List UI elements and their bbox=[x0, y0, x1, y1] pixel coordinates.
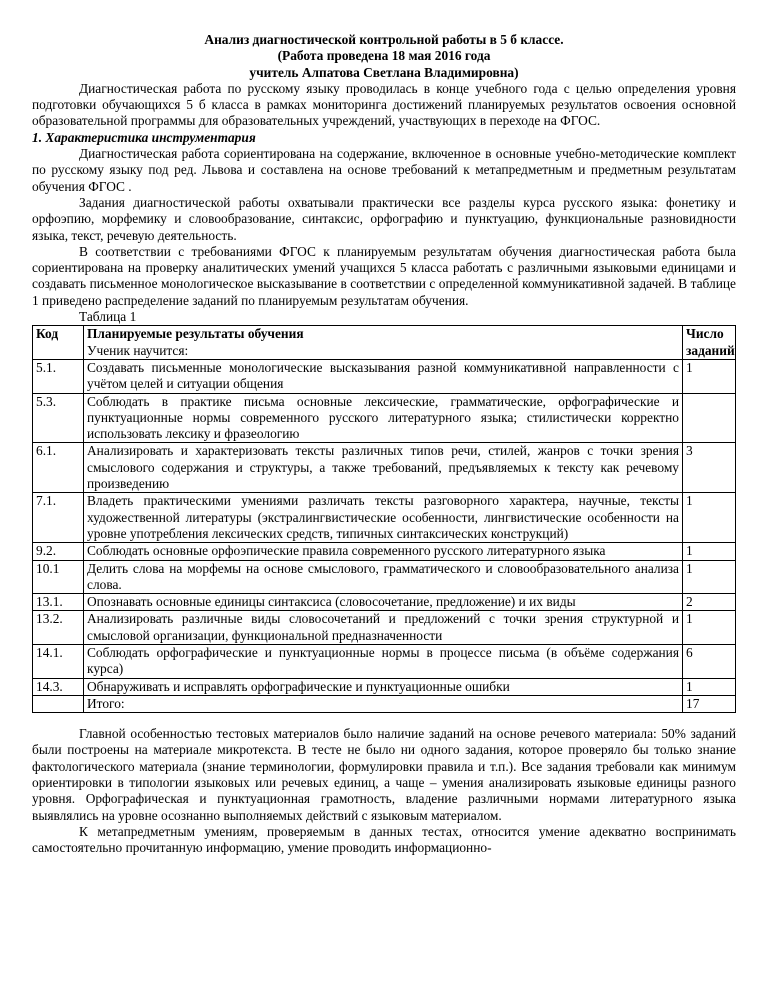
row-text: Соблюдать основные орфоэпические правила современного русского литературного языка bbox=[84, 543, 683, 560]
after-paragraph-2: К метапредметным умениям, проверяемым в данных тестах, относится умение адекватно воспринимать самостоятельно прочитанную информацию, умение проводить информационно- bbox=[32, 823, 736, 856]
row-text: Опознавать основные единицы синтаксиса (словосочетание, предложение) и их виды bbox=[84, 594, 683, 611]
row-code: 10.1 bbox=[33, 560, 84, 594]
row-text: Обнаруживать и исправлять орфографические и пунктуационные ошибки bbox=[84, 678, 683, 695]
section-1-paragraph-1: Диагностическая работа сориентирована на содержание, включенное в основные учебно-методические комплект по русскому языку под ред. Львова и составлена на основе требований к метапредметным и предметным результатам обучения ФГОС . bbox=[32, 146, 736, 194]
document-title-line-2: (Работа проведена 18 мая 2016 года bbox=[277, 48, 491, 64]
table-row bbox=[33, 359, 736, 393]
section-1-paragraph-2: Задания диагностической работы охватывали практически все разделы курса русского языка: фонетику и орфоэпию, морфемику и словообразование, синтаксис, орфографию и пунктуацию, функциональные разновидности языка, текст, речевую деятельность. bbox=[32, 194, 736, 243]
table-row bbox=[33, 560, 736, 594]
row-text: Соблюдать в практике письма основные лексические, грамматические, орфографические и пунктуационные нормы современного русского литературного языка; стилистически корректно использовать лексику и фразеологию bbox=[84, 393, 683, 443]
row-count: 1 bbox=[683, 359, 736, 393]
row-code: 14.1. bbox=[33, 644, 84, 678]
document-title-line-3: учитель Алпатова Светлана Владимировна) bbox=[249, 64, 519, 80]
total-count: 17 bbox=[683, 695, 736, 712]
total-code-cell bbox=[33, 695, 84, 712]
after-paragraph-1: Главной особенностью тестовых материалов было наличие заданий на основе речевого материала: 50% заданий были построены на материале микротекста. В тесте не было ни одного задания, которое проверяло бы только знание фактологического материала (знание терминологии, формулировки правила и т.п.). Все задания требовали как минимум ориентировки в типологии языковых или речевых единиц, а чаще – умения анализировать языковые единицы разного уровня. Орфографическая и пунктуационная грамотность, владение различными нормами литературного языка выявлялись на уровне осознанно выполняемых действий с языковым материалом. bbox=[32, 726, 736, 823]
row-text: Анализировать различные виды словосочетаний и предложений с точки зрения структурной и смысловой организации, функциональной предназначенности bbox=[84, 611, 683, 645]
row-count: 1 bbox=[683, 543, 736, 560]
total-label: Итого: bbox=[84, 695, 683, 712]
header-results bbox=[84, 326, 683, 360]
row-code: 14.3. bbox=[33, 678, 84, 695]
row-text: Делить слова на морфемы на основе смыслового, грамматического и словообразовательного анализа слова. bbox=[84, 560, 683, 594]
row-code: 9.2. bbox=[33, 543, 84, 560]
row-count: 2 bbox=[683, 594, 736, 611]
document-page bbox=[32, 32, 736, 857]
header-count: Число заданий bbox=[683, 326, 736, 360]
header-code: Код bbox=[33, 326, 84, 360]
header-results-sub: Ученик научится: bbox=[87, 342, 189, 358]
row-text: Создавать письменные монологические высказывания разной коммуникативной направленности с учётом целей и ситуации общения bbox=[84, 359, 683, 393]
row-count: 1 bbox=[683, 493, 736, 543]
table-total-row bbox=[33, 695, 736, 712]
intro-paragraph: Диагностическая работа по русскому языку проводилась в конце учебного года с целью определения уровня подготовки обучающихся 5 б класса в рамках мониторинга достижений планируемых результатов освоения основной образовательной программы для образовательных учреждений, участвующих в переходе на ФГОС. bbox=[32, 80, 736, 129]
table-row bbox=[33, 594, 736, 611]
row-count: 3 bbox=[683, 443, 736, 493]
table-row bbox=[33, 493, 736, 543]
table-row bbox=[33, 611, 736, 645]
row-code: 13.1. bbox=[33, 594, 84, 611]
table-row bbox=[33, 678, 736, 695]
table-row bbox=[33, 644, 736, 678]
spacer bbox=[32, 713, 736, 726]
header-results-label: Планируемые результаты обучения bbox=[87, 326, 304, 342]
results-table bbox=[32, 325, 736, 713]
row-text: Владеть практическими умениями различать тексты разговорного характера, научные, тексты художественной литературы (экстралингвистические особенности, лингвистические особенности на уровне употребления лексических средств, типичных синтаксических конструкций) bbox=[84, 493, 683, 543]
row-count: 1 bbox=[683, 560, 736, 594]
table-caption: Таблица 1 bbox=[79, 309, 137, 325]
row-count: 1 bbox=[683, 611, 736, 645]
section-1-heading: 1. Характеристика инструментария bbox=[32, 129, 256, 145]
table-header-row bbox=[33, 326, 736, 360]
row-code: 6.1. bbox=[33, 443, 84, 493]
row-code: 5.3. bbox=[33, 393, 84, 443]
row-text: Соблюдать орфографические и пунктуационные нормы в процессе письма (в объёме содержания курса) bbox=[84, 644, 683, 678]
row-count: 1 bbox=[683, 678, 736, 695]
row-text: Анализировать и характеризовать тексты различных типов речи, стилей, жанров с точки зрения смыслового содержания и структуры, а также требований, предъявляемых к тексту как речевому произведению bbox=[84, 443, 683, 493]
row-code: 7.1. bbox=[33, 493, 84, 543]
row-code: 5.1. bbox=[33, 359, 84, 393]
table-row bbox=[33, 543, 736, 560]
table-row bbox=[33, 393, 736, 443]
section-1-paragraph-3: В соответствии с требованиями ФГОС к планируемым результатам обучения диагностическая работа была сориентирована на проверку аналитических умений учащихся 5 класса работать с различными языковыми единицами и создавать письменное монологическое высказывание в соответствии с определенной коммуникативной задачей. В таблице 1 приведено распределение заданий по планируемым результатам обучения. bbox=[32, 243, 736, 308]
row-code: 13.2. bbox=[33, 611, 84, 645]
document-title-line-1: Анализ диагностической контрольной работы в 5 б классе. bbox=[204, 32, 564, 47]
row-count: 6 bbox=[683, 644, 736, 678]
row-count bbox=[683, 393, 736, 443]
table-row bbox=[33, 443, 736, 493]
